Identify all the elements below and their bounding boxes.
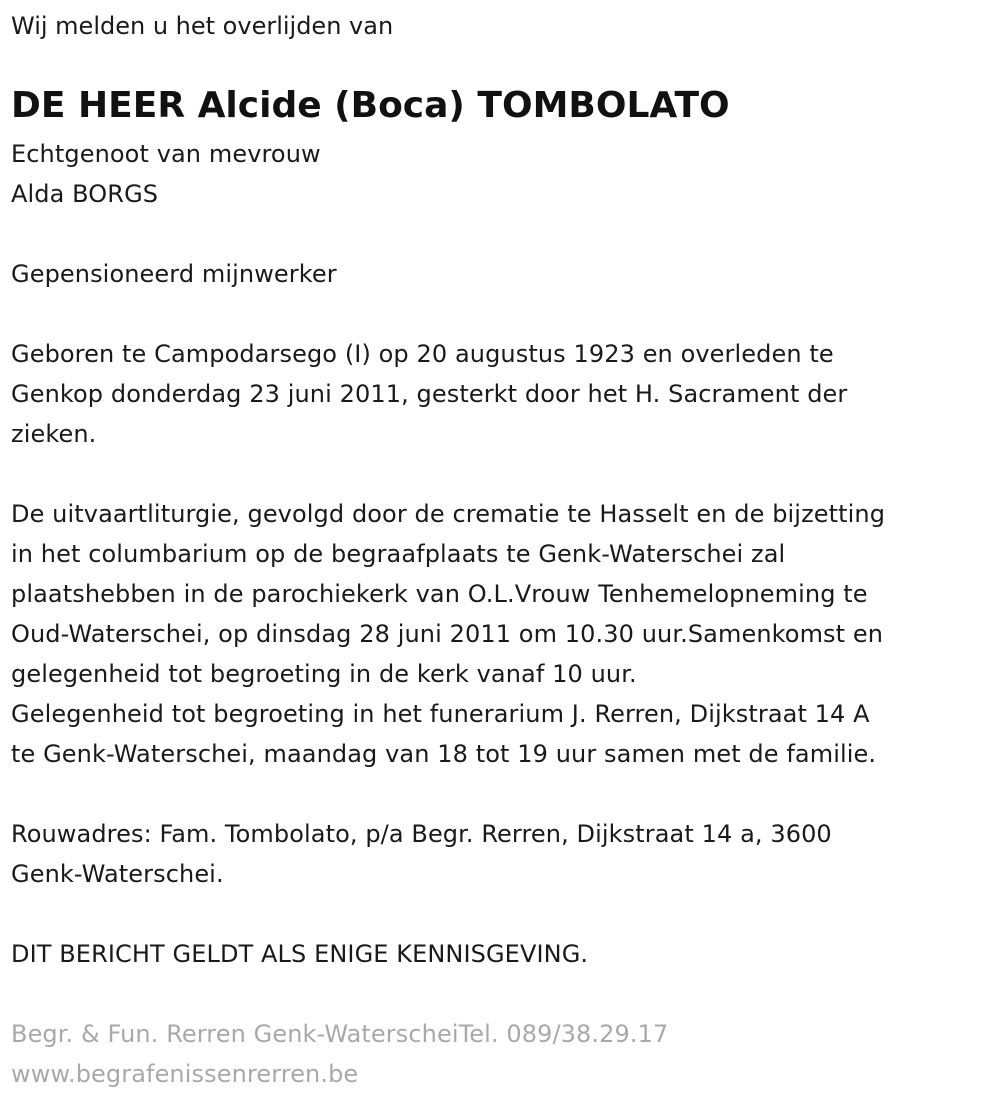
intro-text: Wij melden u het overlijden van [11,12,394,40]
paragraph-line: gelegenheid tot begroeting in de kerk vanaf 10 uur. [11,660,637,688]
notice-block [11,934,588,974]
footer-company: Begr. & Fun. Rerren Genk-WaterscheiTel. 089/38.29.17 [11,1020,669,1048]
paragraph-line: De uitvaartliturgie, gevolgd door de crematie te Hasselt en de bijzetting [11,500,886,528]
spouse-line: Echtgenoot van mevrouw [11,140,321,168]
footer-website[interactable]: www.begrafenissenrerren.be [11,1060,359,1088]
paragraph-line: in het columbarium op de begraafplaats te Genk-Waterschei zal [11,540,786,568]
paragraph-line: Genk-Waterschei. [11,860,224,888]
spouse-name: Alda BORGS [11,180,159,208]
paragraph-line: Oud-Waterschei, op dinsdag 28 juni 2011 om 10.30 uur.Samenkomst en [11,620,884,648]
deceased-name: DE HEER Alcide (Boca) TOMBOLATO [11,85,730,126]
paragraph-line: plaatshebben in de parochiekerk van O.L.Vrouw Tenhemelopneming te [11,580,868,608]
occupation-text: Gepensioneerd mijnwerker [11,260,337,288]
paragraph-line: Gelegenheid tot begroeting in het funerarium J. Rerren, Dijkstraat 14 A [11,700,870,728]
paragraph-line: Geboren te Campodarsego (I) op 20 augustus 1923 en overleden te [11,340,834,368]
paragraph-line: Rouwadres: Fam. Tombolato, p/a Begr. Rerren, Dijkstraat 14 a, 3600 [11,820,832,848]
notice-text: DIT BERICHT GELDT ALS ENIGE KENNISGEVING. [11,940,589,968]
paragraph-line: zieken. [11,420,97,448]
footer [11,1014,668,1094]
funeral-paragraph [11,494,885,774]
address-paragraph [11,814,832,894]
birth-death-paragraph [11,334,847,454]
spouse-block [11,134,321,214]
paragraph-line: Genkop donderdag 23 juni 2011, gesterkt door het H. Sacrament der [11,380,848,408]
occupation-block [11,254,337,294]
paragraph-line: te Genk-Waterschei, maandag van 18 tot 19 uur samen met de familie. [11,740,877,768]
